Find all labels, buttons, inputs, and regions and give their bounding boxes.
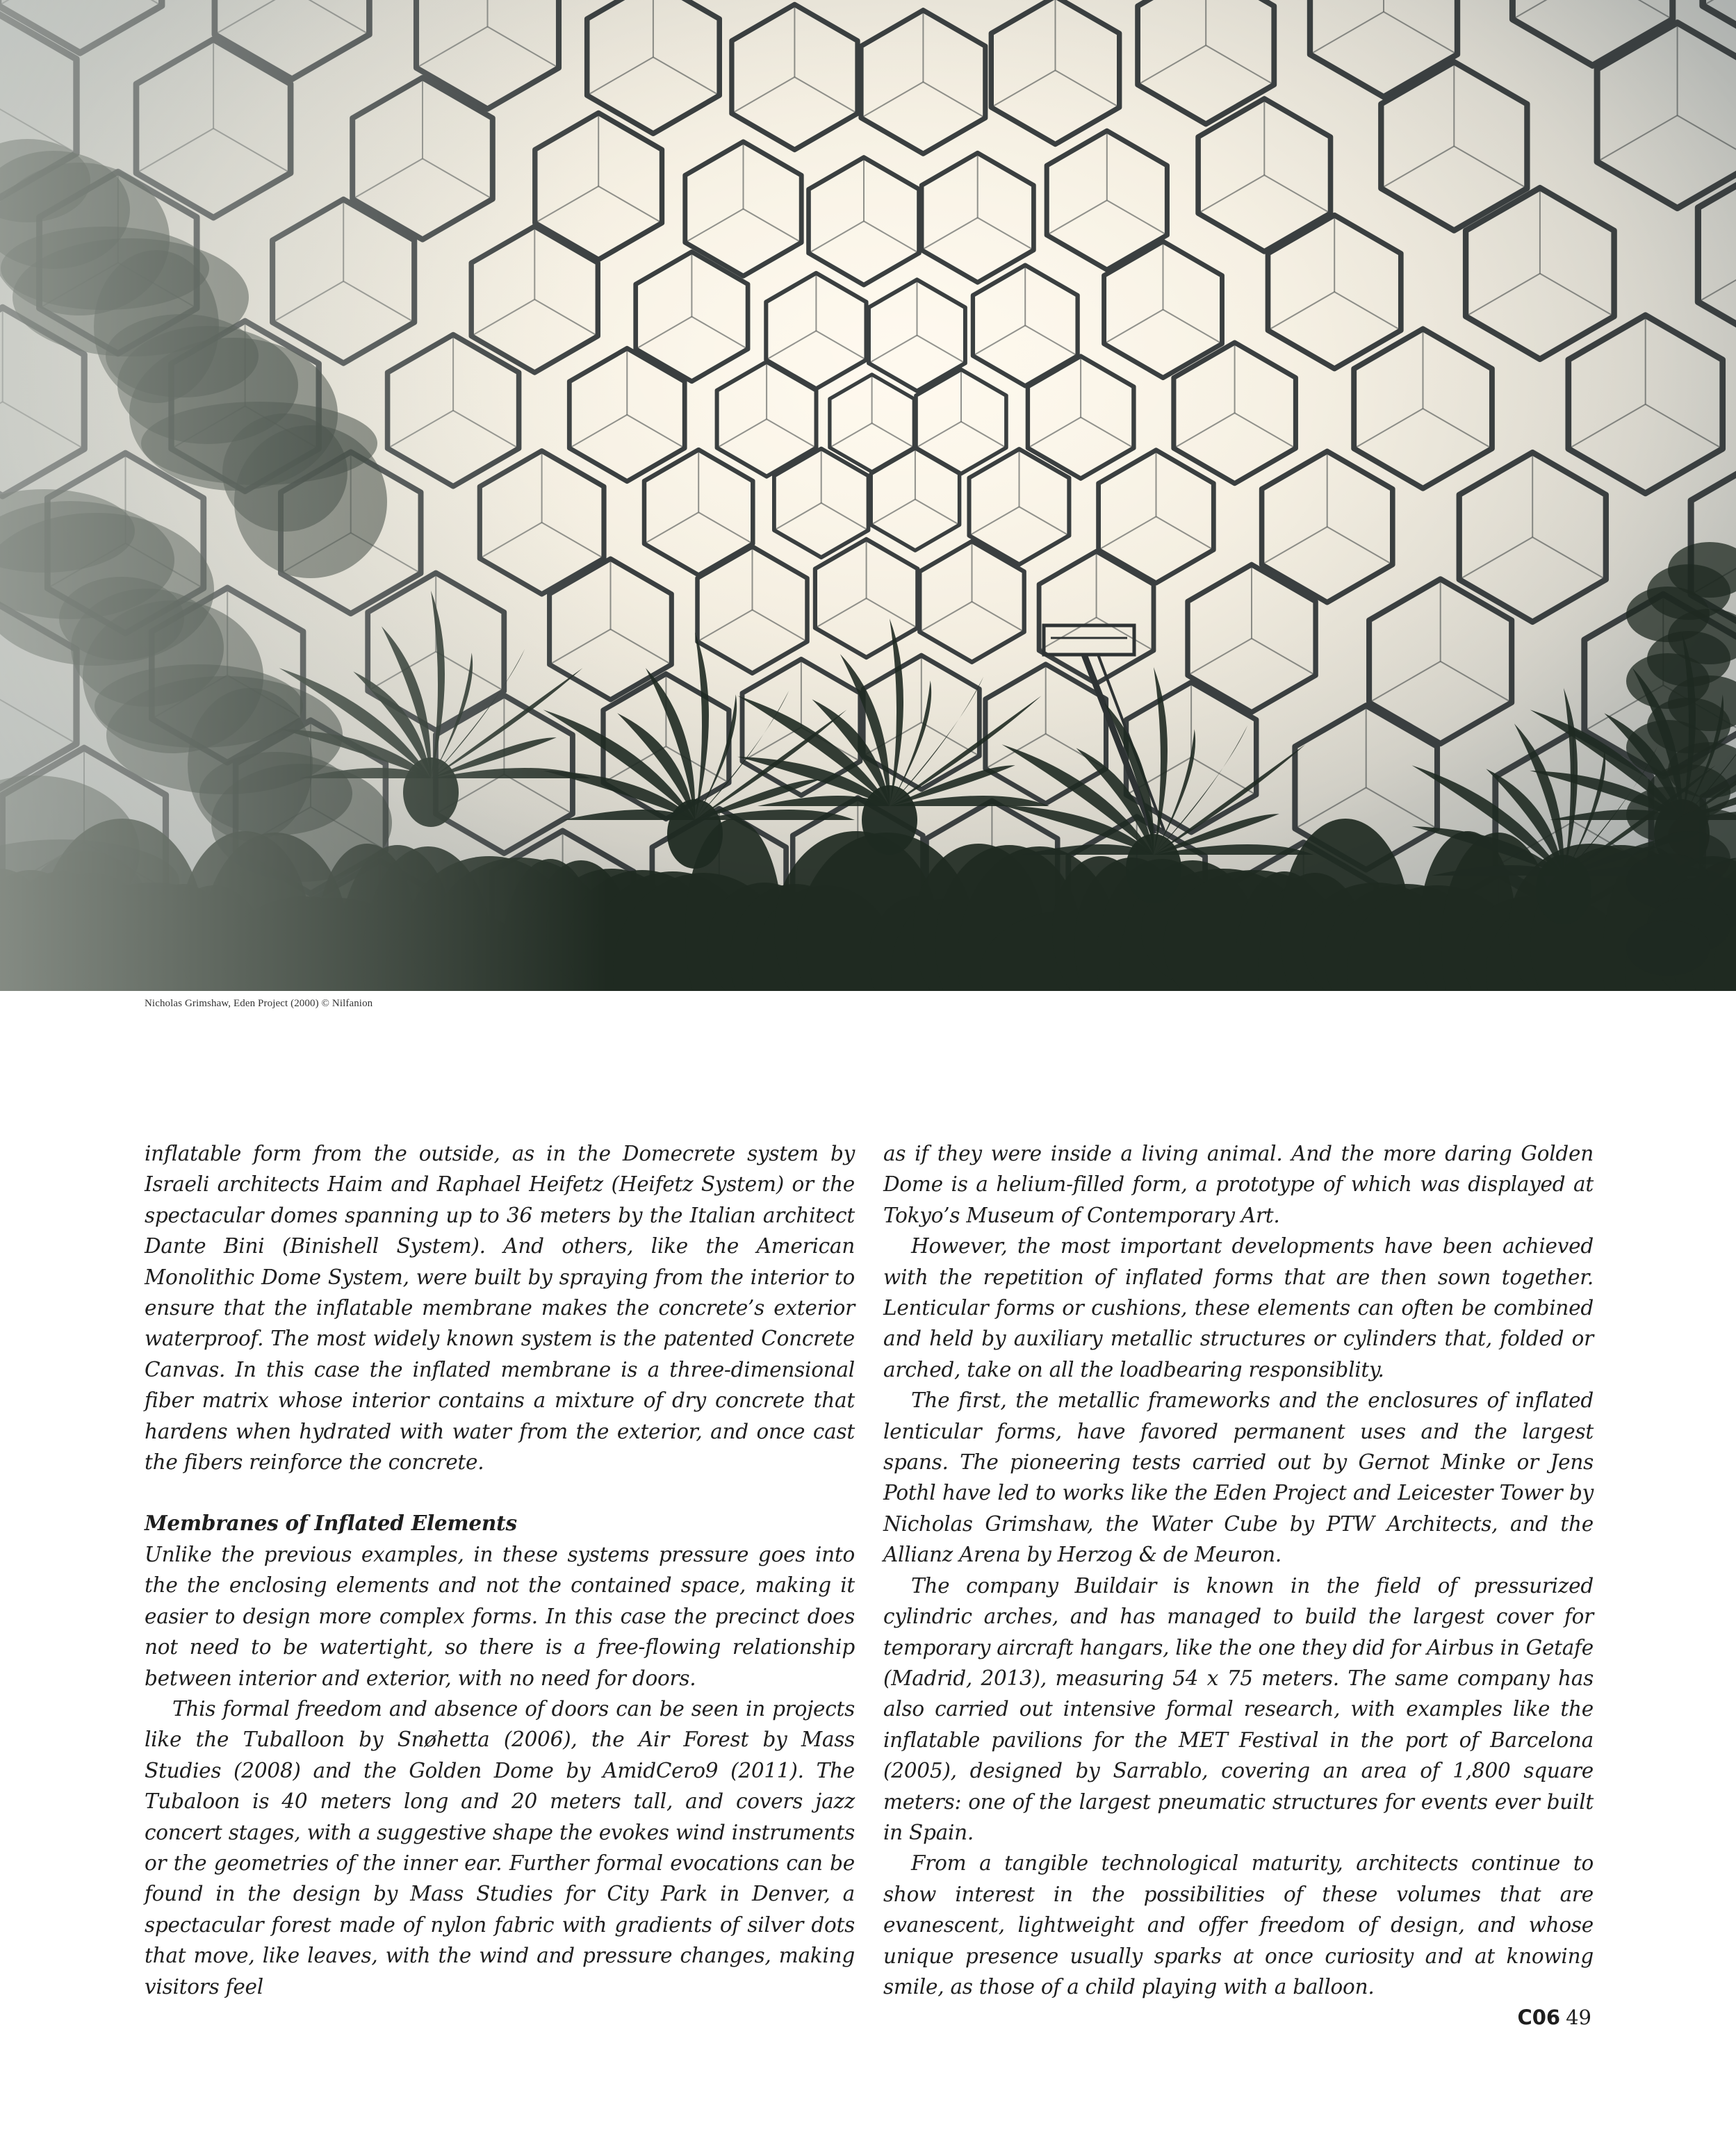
body-paragraph: Unlike the previous examples, in these systems pressure goes into the the enclosing elements and not the contained space, making it easier to design more complex forms. In this case the precinct does not need to be watertight, so there is a free-flowing relationship between interior and exterior, with no need for doors. [145,1542,855,1690]
intro-paragraph: inflatable form from the outside, as in the Domecrete system by Israeli architects Haim and Raphael Heifetz (Heifetz System) or the spectacular domes spanning up to 36 meters by the Italian architect Dante Bini (Binishell System). And others, like the American Monolithic Dome System, were built by spraying from the interior to ensure that the inflatable membrane makes the concrete’s exterior waterproof. The most widely known system is the patented Concrete Canvas. In this case the inflated membrane is a three-dimensional fiber matrix whose interior contains a mixture of dry concrete that hardens when hydrated with water from the exterior, and once cast the fibers reinforce the concrete. [145,1142,855,1475]
body-paragraph: However, the most important developments have been achieved with the repetition of inflated forms that are then sown together. Lenticular forms or cushions, these elements can often be combined and held by auxiliary metallic structures or cylinders that, folded or arched, take on all the loadbearing responsiblity. [883,1234,1594,1382]
body-paragraph: as if they were inside a living animal. And the more daring Golden Dome is a helium-filled form, a prototype of which was displayed at Tokyo’s Museum of Contemporary Art. [883,1142,1594,1227]
left-column [145,1138,855,2002]
body-paragraph: The company Buildair is known in the field of pressurized cylindric arches, and has managed to build the largest cover for temporary aircraft hangars, like the one they did for Airbus in Getafe (Madrid, 2013), measuring 54 x 75 meters. The same company has also carried out intensive formal research, with examples like the inflatable pavilions for the MET Festival in the port of Barcelona (2005), designed by Sarrablo, covering an area of 1,800 square meters: one of the largest pneumatic structures for events ever built in Spain. [883,1573,1594,1844]
section-heading: Membranes of Inflated Elements [145,1511,517,1536]
body-paragraph: This formal freedom and absence of doors can be seen in projects like the Tuballoon by Snøhetta (2006), the Air Forest by Mass Studies (2008) and the Golden Dome by AmidCero9 (2011). The Tubaloon is 40 meters long and 20 meters tall, and covers jazz concert stages, with a suggestive shape the evokes wind instruments or the geometries of the inner ear. Further formal evocations can be found in the design by Mass Studies for City Park in Denver, a spectacular forest made of nylon fabric with gradients of silver dots that move, like leaves, with the wind and pressure changes, making visitors feel [145,1696,855,1999]
eden-project-photo [0,0,1736,991]
photo-caption: Nicholas Grimshaw, Eden Project (2000) © Nilfanion [145,998,373,1009]
body-paragraph: The first, the metallic frameworks and the enclosures of inflated lenticular forms, have favored permanent uses and the largest spans. The pioneering tests carried out by Gernot Minke or Jens Pothl have led to works like the Eden Project and Leicester Tower by Nicholas Grimshaw, the Water Cube by PTW Architects, and the Allianz Arena by Herzog & de Meuron. [883,1388,1594,1567]
page-folio [1517,2006,1591,2029]
right-column [883,1138,1594,2002]
geodesic-dome-illustration [0,0,1736,991]
page-number: 49 [1566,2006,1591,2029]
section-code: C06 [1517,2006,1561,2029]
body-paragraph: From a tangible technological maturity, architects continue to show interest in the possibilities of these volumes that are evanescent, lightweight and offer freedom of design, and whose unique presence usually sparks at once curiosity and at knowing smile, as those of a child playing with a balloon. [883,1851,1594,1999]
